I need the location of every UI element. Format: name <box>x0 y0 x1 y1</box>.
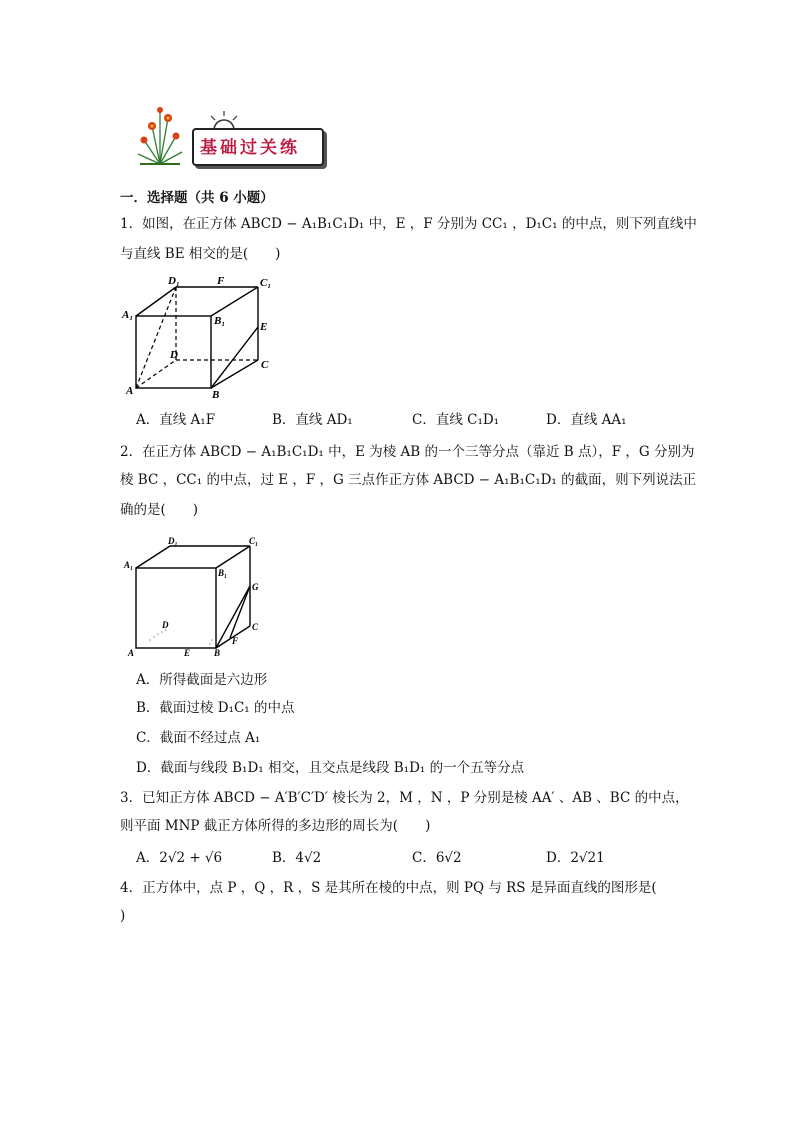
q3-option-c[interactable]: C．6√2 <box>412 850 462 866</box>
q2-line3: 确的是( ) <box>120 502 199 518</box>
q1-label-F: F <box>217 275 225 287</box>
q2-label-C: C <box>252 622 259 632</box>
q4-line1: 4．正方体中，点 P ，Q ，R ，S 是其所在棱的中点，则 PQ 与 RS 是异面直线的图形是( <box>120 880 657 896</box>
flower-plant-icon <box>130 96 190 166</box>
q2-label-B1: B₁ <box>218 568 228 578</box>
q2-option-d[interactable]: D．截面与线段 B₁D₁ 相交，且交点是线段 B₁D₁ 的一个五等分点 <box>136 760 525 776</box>
q1-label-C1: C₁ <box>260 277 272 289</box>
q1-label-A: A <box>126 385 134 397</box>
q1-option-c[interactable]: C．直线 C₁D₁ <box>412 412 500 428</box>
q1-option-d[interactable]: D．直线 AA₁ <box>546 412 627 428</box>
q2-cube-figure <box>118 534 278 658</box>
q1-label-B: B <box>212 389 220 401</box>
q1-label-E: E <box>260 321 268 333</box>
q1-line1: 1．如图，在正方体 ABCD − A₁B₁C₁D₁ 中，E ，F 分别为 CC₁ ，D₁C₁ 的中点，则下列直线中 <box>120 216 697 232</box>
q1-line2: 与直线 BE 相交的是( ) <box>120 246 281 262</box>
q2-label-A1: A₁ <box>124 560 134 570</box>
q3-option-b[interactable]: B．4√2 <box>272 850 322 866</box>
q2-line2: 棱 BC ，CC₁ 的中点，过 E ，F ，G 三点作正方体 ABCD − A₁B₁C₁D₁ 的截面，则下列说法正 <box>120 472 697 488</box>
q2-label-D: D <box>162 620 169 630</box>
q2-label-E: E <box>184 648 191 658</box>
q2-line1: 2．在正方体 ABCD − A₁B₁C₁D₁ 中，E 为棱 AB 的一个三等分点（靠近 B 点），F ，G 分别为 <box>120 444 695 460</box>
q1-label-B1: B₁ <box>214 315 226 327</box>
q2-option-a[interactable]: A．所得截面是六边形 <box>136 672 268 688</box>
banner-title: 基础过关练 <box>200 138 300 158</box>
q2-label-C1: C₁ <box>249 536 259 546</box>
q1-cube-figure <box>118 272 288 402</box>
q1-label-D: D <box>170 349 178 361</box>
q2-label-A: A <box>128 648 135 658</box>
q1-label-C: C <box>261 359 269 371</box>
q2-label-G: G <box>252 582 259 592</box>
section-title: 一．选择题（共 6 小题） <box>120 190 274 206</box>
q1-option-b[interactable]: B．直线 AD₁ <box>272 412 353 428</box>
q4-line2: ) <box>120 908 126 924</box>
q2-option-c[interactable]: C．截面不经过点 A₁ <box>136 730 261 746</box>
q3-option-a[interactable]: A．2√2 + √6 <box>136 850 223 866</box>
q1-label-D1: D₁ <box>168 275 180 287</box>
q3-option-d[interactable]: D．2√21 <box>546 850 605 866</box>
q3-line2: 则平面 MNP 截正方体所得的多边形的周长为( ) <box>120 818 431 834</box>
q2-label-B: B <box>214 648 221 658</box>
q2-label-F: F <box>232 636 239 646</box>
q1-option-a[interactable]: A．直线 A₁F <box>136 412 216 428</box>
q1-label-A1: A₁ <box>122 309 134 321</box>
q3-line1: 3．已知正方体 ABCD − A′B′C′D′ 棱长为 2，M ，N ，P 分别是棱 AA′ 、AB 、BC 的中点， <box>120 790 689 806</box>
q2-label-D1: D₁ <box>168 536 178 546</box>
q2-option-b[interactable]: B．截面过棱 D₁C₁ 的中点 <box>136 700 295 716</box>
